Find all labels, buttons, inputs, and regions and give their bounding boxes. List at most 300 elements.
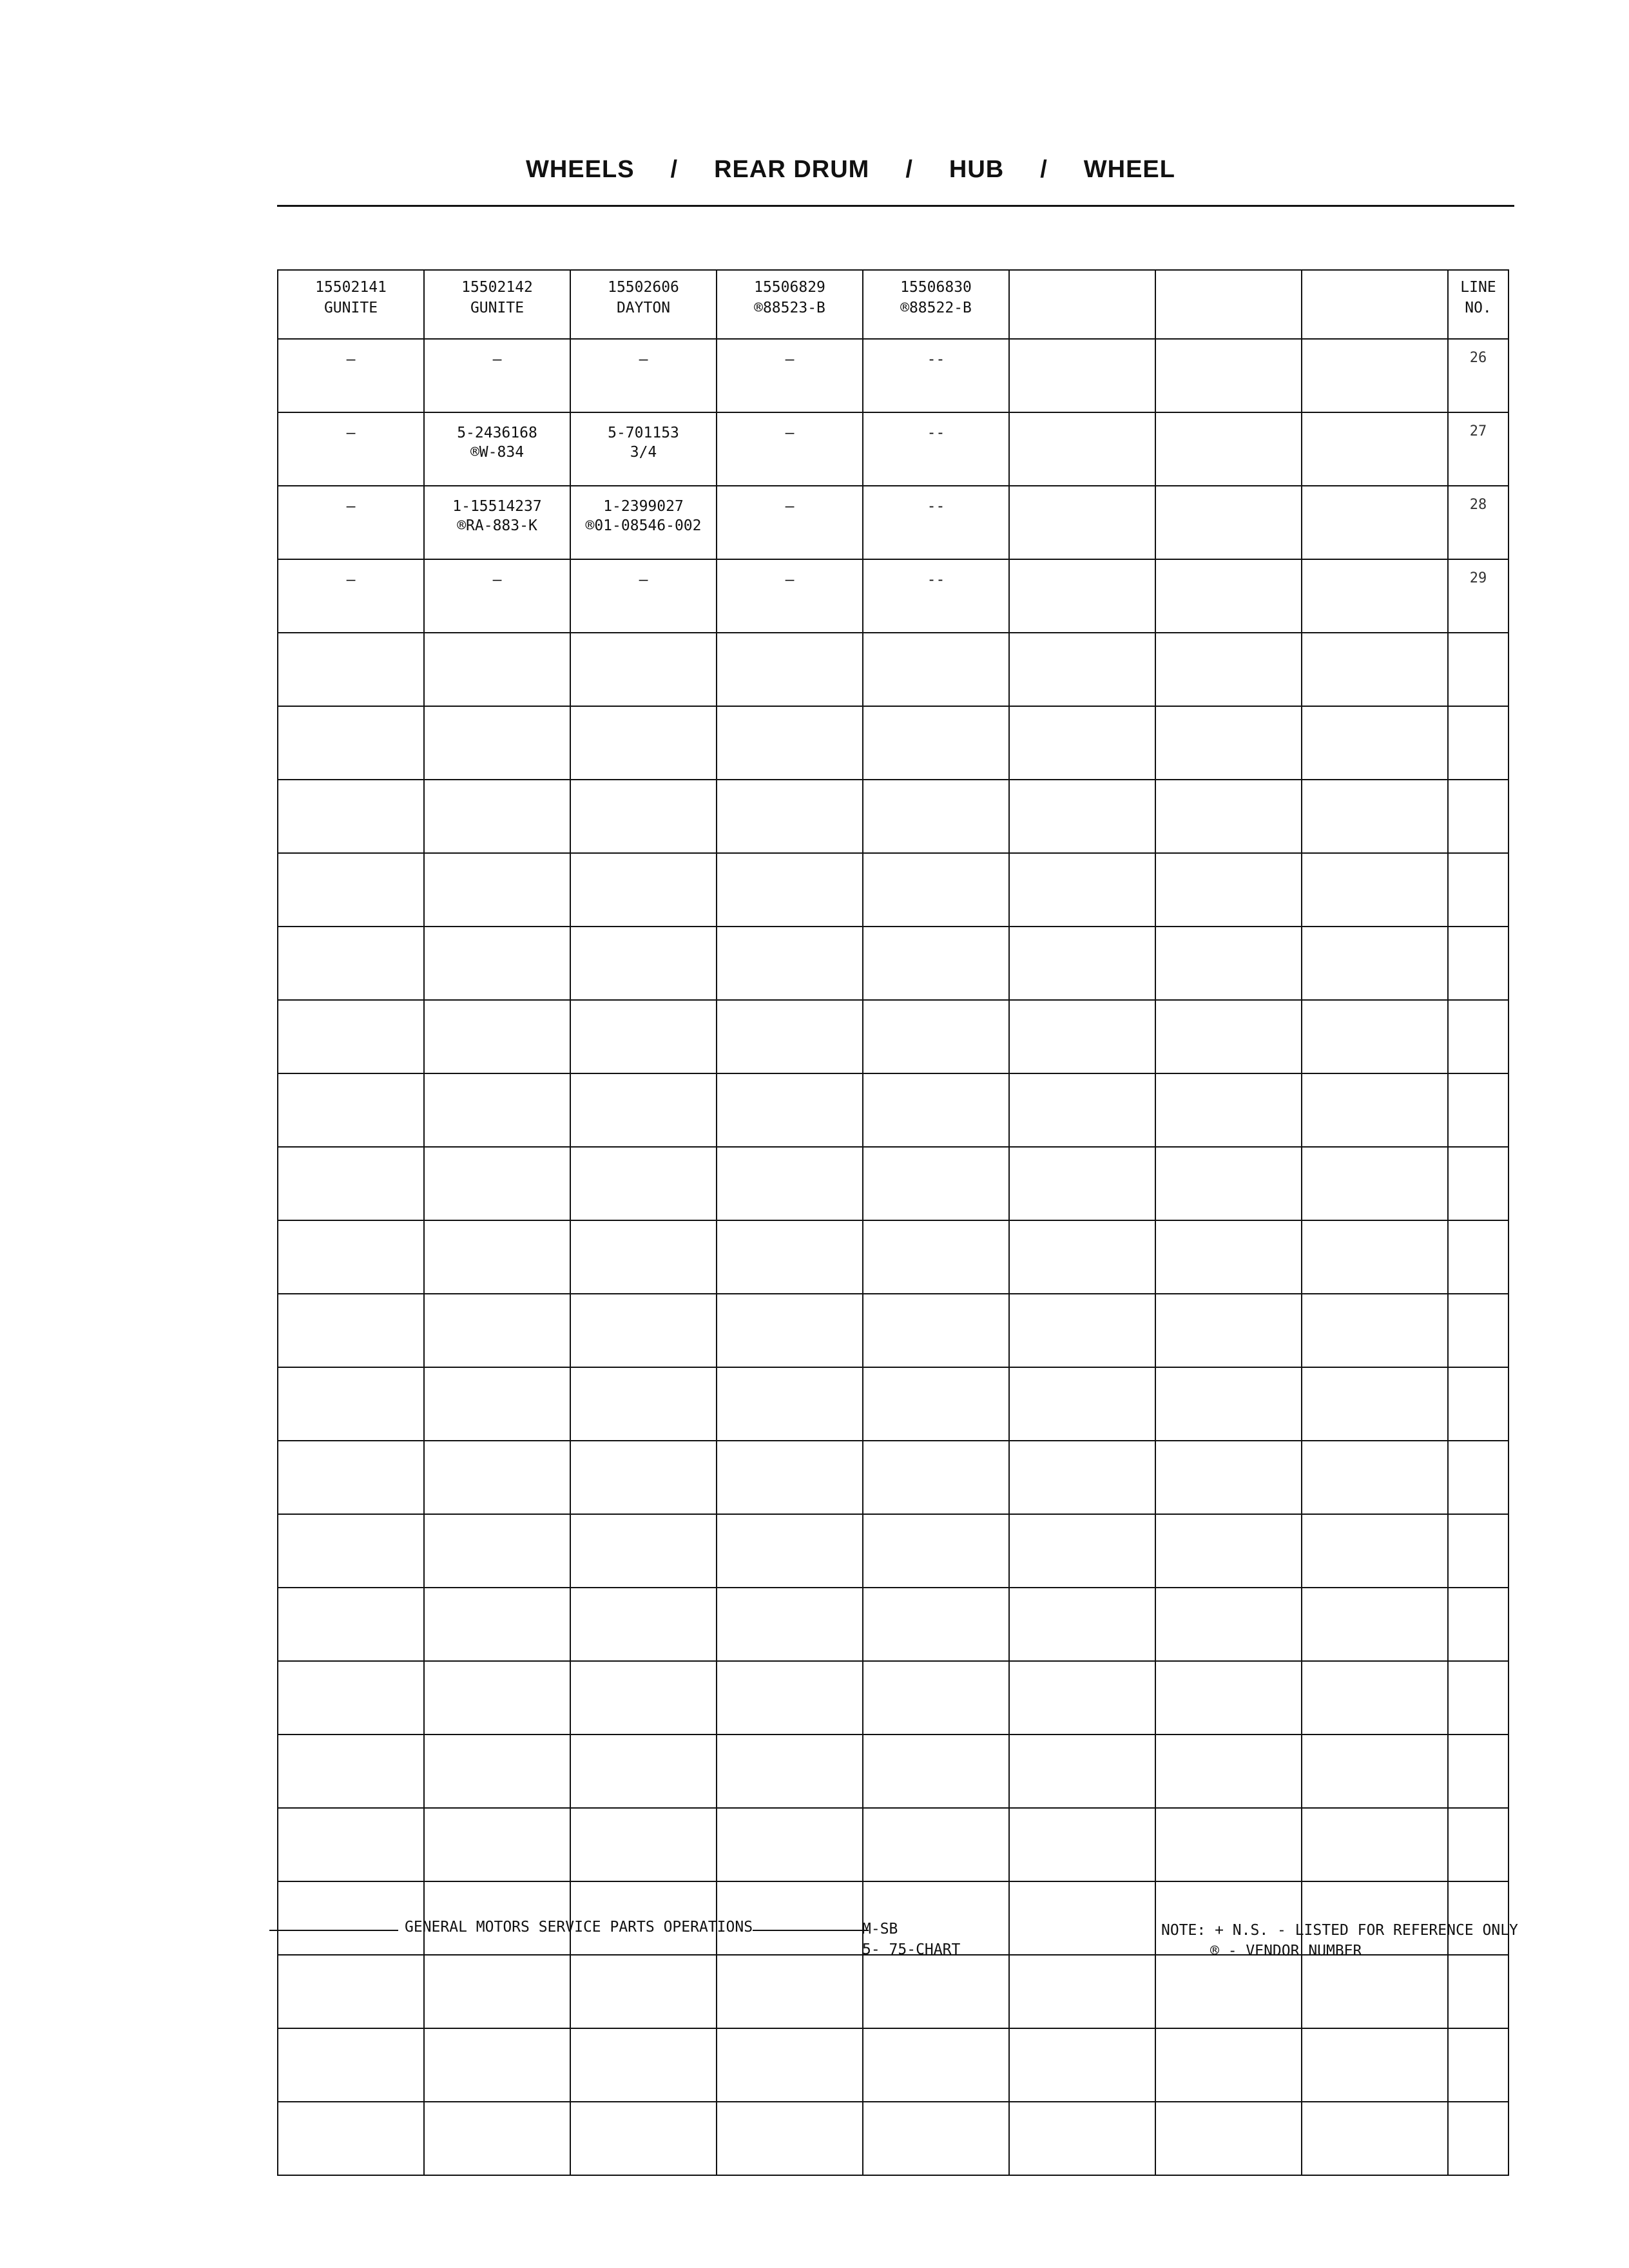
empty-cell — [1302, 1073, 1448, 1147]
empty-cell — [570, 1955, 717, 2028]
empty-cell — [1302, 1147, 1448, 1220]
empty-cell — [1448, 927, 1509, 1000]
page-code: 5- 75-CHART — [862, 1941, 961, 1958]
empty-cell — [863, 1147, 1009, 1220]
empty-cell — [863, 780, 1009, 853]
title-separator: / — [670, 156, 679, 183]
empty-cell — [717, 633, 863, 706]
empty-table-row — [278, 1220, 1509, 1294]
part-column-header — [424, 270, 570, 339]
empty-cell — [424, 1073, 570, 1147]
empty-cell — [278, 1367, 424, 1441]
empty-cell — [424, 1661, 570, 1735]
empty-cell — [278, 1955, 424, 2028]
empty-cell — [278, 1514, 424, 1588]
table-cell — [1009, 412, 1155, 486]
cell-text: — — [346, 572, 356, 588]
table-cell — [1302, 412, 1448, 486]
empty-cell — [570, 1294, 717, 1367]
table-cell — [1155, 486, 1302, 559]
empty-table-row — [278, 1147, 1509, 1220]
empty-cell — [1448, 1147, 1509, 1220]
table-cell — [424, 412, 570, 486]
empty-cell — [1155, 633, 1302, 706]
empty-cell — [278, 1661, 424, 1735]
empty-cell — [717, 2028, 863, 2102]
empty-cell — [424, 1955, 570, 2028]
empty-cell — [1155, 1294, 1302, 1367]
empty-cell — [1448, 2028, 1509, 2102]
empty-cell — [1302, 633, 1448, 706]
empty-cell — [1155, 1073, 1302, 1147]
empty-cell — [1448, 1073, 1509, 1147]
empty-cell — [1009, 1661, 1155, 1735]
part-column-header — [1009, 270, 1155, 339]
cell-text: ®W-834 — [470, 444, 525, 461]
cell-text: -- — [927, 425, 945, 441]
table-cell — [278, 339, 424, 412]
empty-cell — [278, 1147, 424, 1220]
empty-cell — [570, 1073, 717, 1147]
table-body — [278, 339, 1509, 2175]
cell-text: — — [639, 572, 648, 588]
page-title — [277, 156, 1424, 184]
empty-cell — [570, 1881, 717, 1955]
table-cell — [717, 486, 863, 559]
table-cell — [424, 559, 570, 633]
table-cell — [1009, 486, 1155, 559]
table-cell — [570, 486, 717, 559]
empty-cell — [1448, 1220, 1509, 1294]
empty-cell — [278, 1735, 424, 1808]
empty-cell — [717, 1147, 863, 1220]
empty-cell — [570, 1441, 717, 1514]
empty-cell — [570, 2028, 717, 2102]
footer-rule — [269, 1930, 398, 1931]
empty-cell — [1009, 1367, 1155, 1441]
empty-cell — [570, 853, 717, 927]
empty-cell — [1302, 1367, 1448, 1441]
empty-cell — [424, 780, 570, 853]
part-column-header — [278, 270, 424, 339]
empty-cell — [863, 1000, 1009, 1073]
table-cell — [278, 559, 424, 633]
parts-chart-table — [277, 269, 1509, 2176]
empty-cell — [1155, 1808, 1302, 1881]
empty-table-row — [278, 706, 1509, 780]
empty-cell — [1009, 2028, 1155, 2102]
empty-cell — [570, 1808, 717, 1881]
empty-cell — [1155, 1514, 1302, 1588]
empty-cell — [424, 1000, 570, 1073]
empty-cell — [1155, 1441, 1302, 1514]
empty-cell — [1155, 706, 1302, 780]
empty-cell — [278, 706, 424, 780]
empty-cell — [863, 1441, 1009, 1514]
cell-text: 5-2436168 — [457, 425, 537, 441]
table-cell — [570, 559, 717, 633]
empty-cell — [1155, 1588, 1302, 1661]
table-cell — [1302, 486, 1448, 559]
table-cell — [1302, 339, 1448, 412]
empty-cell — [863, 2102, 1009, 2175]
empty-cell — [1009, 706, 1155, 780]
empty-cell — [1155, 2102, 1302, 2175]
title-separator: / — [905, 156, 913, 183]
empty-cell — [1448, 706, 1509, 780]
empty-cell — [863, 2028, 1009, 2102]
empty-cell — [863, 1661, 1009, 1735]
empty-cell — [570, 633, 717, 706]
empty-cell — [717, 706, 863, 780]
empty-cell — [717, 1294, 863, 1367]
empty-cell — [1448, 1735, 1509, 1808]
empty-table-row — [278, 1000, 1509, 1073]
empty-cell — [717, 1881, 863, 1955]
empty-cell — [1155, 927, 1302, 1000]
table-cell — [570, 412, 717, 486]
cell-text: ®01-08546-002 — [585, 517, 702, 534]
title-part: HUB — [949, 156, 1005, 183]
empty-table-row — [278, 1588, 1509, 1661]
header-text: 15506829 — [754, 279, 825, 296]
header-text: DAYTON — [616, 300, 671, 316]
empty-cell — [570, 780, 717, 853]
cell-text: — — [639, 351, 648, 368]
empty-cell — [1009, 1294, 1155, 1367]
header-text: ®88522-B — [900, 300, 972, 316]
part-column-header — [1302, 270, 1448, 339]
empty-table-row — [278, 1441, 1509, 1514]
header-row — [278, 270, 1509, 339]
empty-cell — [1009, 927, 1155, 1000]
empty-cell — [278, 633, 424, 706]
empty-cell — [717, 780, 863, 853]
cell-text: — — [346, 498, 356, 515]
table-cell — [1302, 559, 1448, 633]
empty-cell — [424, 633, 570, 706]
empty-table-row — [278, 633, 1509, 706]
empty-cell — [570, 1735, 717, 1808]
table-row — [278, 486, 1509, 559]
cell-text: ®RA-883-K — [457, 517, 537, 534]
cell-text: 5-701153 — [608, 425, 679, 441]
empty-cell — [570, 1588, 717, 1661]
empty-cell — [424, 1294, 570, 1367]
empty-cell — [1448, 1367, 1509, 1441]
table-cell — [278, 486, 424, 559]
footer-rule — [753, 1930, 869, 1931]
empty-cell — [1009, 1441, 1155, 1514]
empty-table-row — [278, 2102, 1509, 2175]
empty-cell — [278, 1881, 424, 1955]
empty-cell — [1448, 1000, 1509, 1073]
table-cell — [1155, 339, 1302, 412]
empty-cell — [424, 2028, 570, 2102]
empty-cell — [1302, 1441, 1448, 1514]
footer-operations: GENERAL MOTORS SERVICE PARTS OPERATIONS — [405, 1919, 753, 1936]
empty-cell — [1302, 780, 1448, 853]
title-part: REAR DRUM — [714, 156, 870, 183]
empty-cell — [863, 1808, 1009, 1881]
empty-cell — [1302, 1808, 1448, 1881]
header-text: GUNITE — [323, 300, 378, 316]
empty-cell — [863, 1514, 1009, 1588]
table-cell — [1155, 412, 1302, 486]
table-cell — [863, 559, 1009, 633]
empty-cell — [717, 1808, 863, 1881]
cell-text: — — [346, 351, 356, 368]
empty-cell — [570, 1147, 717, 1220]
table-cell — [278, 412, 424, 486]
empty-cell — [1448, 1955, 1509, 2028]
cell-text: — — [492, 351, 502, 368]
empty-cell — [717, 1441, 863, 1514]
empty-cell — [1155, 1220, 1302, 1294]
cell-text: 1-2399027 — [603, 498, 684, 515]
empty-cell — [1009, 1588, 1155, 1661]
empty-cell — [1448, 1441, 1509, 1514]
empty-table-row — [278, 2028, 1509, 2102]
table-cell — [863, 412, 1009, 486]
empty-cell — [424, 2102, 570, 2175]
table-cell — [424, 486, 570, 559]
empty-cell — [570, 1661, 717, 1735]
empty-cell — [1302, 1000, 1448, 1073]
cell-text: — — [785, 572, 795, 588]
empty-cell — [863, 853, 1009, 927]
empty-cell — [1302, 927, 1448, 1000]
cell-text: -- — [927, 498, 945, 515]
empty-cell — [1448, 1661, 1509, 1735]
note-line: ® - VENDOR NUMBER — [1210, 1943, 1362, 1959]
empty-cell — [570, 927, 717, 1000]
empty-cell — [570, 1367, 717, 1441]
empty-cell — [1009, 853, 1155, 927]
empty-cell — [1302, 1588, 1448, 1661]
empty-cell — [863, 1294, 1009, 1367]
empty-cell — [1009, 1073, 1155, 1147]
empty-table-row — [278, 1661, 1509, 1735]
empty-table-row — [278, 1367, 1509, 1441]
empty-cell — [278, 1294, 424, 1367]
empty-cell — [1009, 1220, 1155, 1294]
cell-text: — — [346, 425, 356, 441]
empty-cell — [863, 1955, 1009, 2028]
empty-cell — [1155, 2028, 1302, 2102]
empty-cell — [278, 1220, 424, 1294]
empty-cell — [717, 1588, 863, 1661]
empty-cell — [278, 1000, 424, 1073]
empty-cell — [1009, 1514, 1155, 1588]
title-part: WHEEL — [1083, 156, 1175, 183]
empty-cell — [570, 1514, 717, 1588]
empty-cell — [1448, 780, 1509, 853]
empty-cell — [1302, 706, 1448, 780]
empty-table-row — [278, 1955, 1509, 2028]
part-column-header — [717, 270, 863, 339]
empty-cell — [1009, 633, 1155, 706]
header-text: LINE — [1460, 279, 1496, 296]
empty-cell — [1155, 1735, 1302, 1808]
table-cell — [717, 339, 863, 412]
empty-table-row — [278, 1514, 1509, 1588]
empty-cell — [1302, 1294, 1448, 1367]
cell-text: -- — [927, 351, 945, 368]
empty-cell — [863, 1367, 1009, 1441]
empty-cell — [1155, 1000, 1302, 1073]
empty-cell — [1302, 853, 1448, 927]
empty-cell — [278, 927, 424, 1000]
empty-cell — [1448, 853, 1509, 927]
empty-cell — [1155, 1367, 1302, 1441]
empty-cell — [717, 853, 863, 927]
empty-cell — [1009, 1147, 1155, 1220]
table-cell — [1009, 339, 1155, 412]
empty-cell — [1009, 1955, 1155, 2028]
cell-text: — — [785, 425, 795, 441]
part-column-header — [863, 270, 1009, 339]
empty-cell — [863, 1220, 1009, 1294]
table-cell — [1009, 559, 1155, 633]
empty-cell — [717, 1955, 863, 2028]
empty-table-row — [278, 853, 1509, 927]
line-number: 28 — [1448, 486, 1509, 559]
empty-cell — [1009, 780, 1155, 853]
empty-cell — [863, 706, 1009, 780]
header-text: GUNITE — [470, 300, 525, 316]
empty-cell — [424, 1881, 570, 1955]
empty-cell — [1302, 1661, 1448, 1735]
table-cell — [863, 486, 1009, 559]
title-rule — [277, 205, 1514, 207]
empty-cell — [1448, 1808, 1509, 1881]
manual-code: M-SB — [862, 1921, 898, 1937]
empty-cell — [717, 1367, 863, 1441]
table-cell — [1155, 559, 1302, 633]
empty-cell — [1302, 2028, 1448, 2102]
empty-table-row — [278, 927, 1509, 1000]
header-text: 15502141 — [315, 279, 387, 296]
empty-cell — [1155, 1147, 1302, 1220]
empty-cell — [424, 853, 570, 927]
empty-cell — [717, 1000, 863, 1073]
cell-text: — — [785, 498, 795, 515]
empty-cell — [1155, 780, 1302, 853]
empty-cell — [278, 2028, 424, 2102]
empty-cell — [863, 1588, 1009, 1661]
line-number: 26 — [1448, 339, 1509, 412]
footer-note — [1161, 1920, 1518, 1961]
empty-table-row — [278, 1073, 1509, 1147]
empty-cell — [278, 1588, 424, 1661]
empty-cell — [717, 1514, 863, 1588]
line-number: 27 — [1448, 412, 1509, 486]
empty-cell — [1302, 1955, 1448, 2028]
empty-cell — [863, 633, 1009, 706]
line-no-header — [1448, 270, 1509, 339]
empty-cell — [1448, 1514, 1509, 1588]
empty-cell — [863, 1073, 1009, 1147]
empty-cell — [1448, 2102, 1509, 2175]
empty-cell — [1448, 1294, 1509, 1367]
cell-text: 1-15514237 — [452, 498, 542, 515]
empty-cell — [717, 1661, 863, 1735]
empty-cell — [424, 1147, 570, 1220]
empty-cell — [1009, 1881, 1155, 1955]
empty-cell — [1302, 1514, 1448, 1588]
header-text: 15502142 — [461, 279, 533, 296]
empty-cell — [424, 706, 570, 780]
empty-cell — [570, 706, 717, 780]
empty-table-row — [278, 1294, 1509, 1367]
table-row — [278, 412, 1509, 486]
empty-cell — [1448, 1588, 1509, 1661]
empty-cell — [1155, 853, 1302, 927]
empty-cell — [278, 1441, 424, 1514]
cell-text: -- — [927, 572, 945, 588]
empty-cell — [570, 1220, 717, 1294]
header-text: ®88523-B — [754, 300, 825, 316]
empty-cell — [717, 1735, 863, 1808]
empty-cell — [1302, 2102, 1448, 2175]
empty-cell — [570, 1000, 717, 1073]
table-cell — [717, 412, 863, 486]
title-part: WHEELS — [525, 156, 635, 183]
line-number: 29 — [1448, 559, 1509, 633]
header-text: 15502606 — [608, 279, 679, 296]
cell-text: — — [492, 572, 502, 588]
note-line: NOTE: + N.S. - LISTED FOR REFERENCE ONLY — [1161, 1922, 1518, 1939]
empty-cell — [424, 1441, 570, 1514]
part-column-header — [570, 270, 717, 339]
title-separator: / — [1040, 156, 1048, 183]
header-text: 15506830 — [900, 279, 972, 296]
empty-cell — [424, 1514, 570, 1588]
empty-cell — [424, 1588, 570, 1661]
empty-cell — [424, 927, 570, 1000]
empty-cell — [717, 1073, 863, 1147]
table-cell — [717, 559, 863, 633]
empty-cell — [717, 2102, 863, 2175]
empty-cell — [278, 2102, 424, 2175]
empty-cell — [1155, 1955, 1302, 2028]
empty-cell — [278, 1073, 424, 1147]
table-row — [278, 559, 1509, 633]
empty-table-row — [278, 1735, 1509, 1808]
header-text: NO. — [1465, 300, 1492, 316]
empty-cell — [570, 2102, 717, 2175]
empty-table-row — [278, 780, 1509, 853]
empty-table-row — [278, 1808, 1509, 1881]
empty-cell — [1448, 633, 1509, 706]
table-cell — [863, 339, 1009, 412]
empty-cell — [278, 780, 424, 853]
empty-cell — [1155, 1661, 1302, 1735]
empty-cell — [1009, 2102, 1155, 2175]
empty-cell — [863, 1735, 1009, 1808]
empty-cell — [424, 1220, 570, 1294]
empty-cell — [424, 1808, 570, 1881]
empty-cell — [278, 1808, 424, 1881]
empty-cell — [424, 1735, 570, 1808]
table-row — [278, 339, 1509, 412]
empty-cell — [1009, 1000, 1155, 1073]
footer-codes — [862, 1919, 960, 1960]
cell-text: — — [785, 351, 795, 368]
empty-cell — [1009, 1808, 1155, 1881]
table-cell — [424, 339, 570, 412]
